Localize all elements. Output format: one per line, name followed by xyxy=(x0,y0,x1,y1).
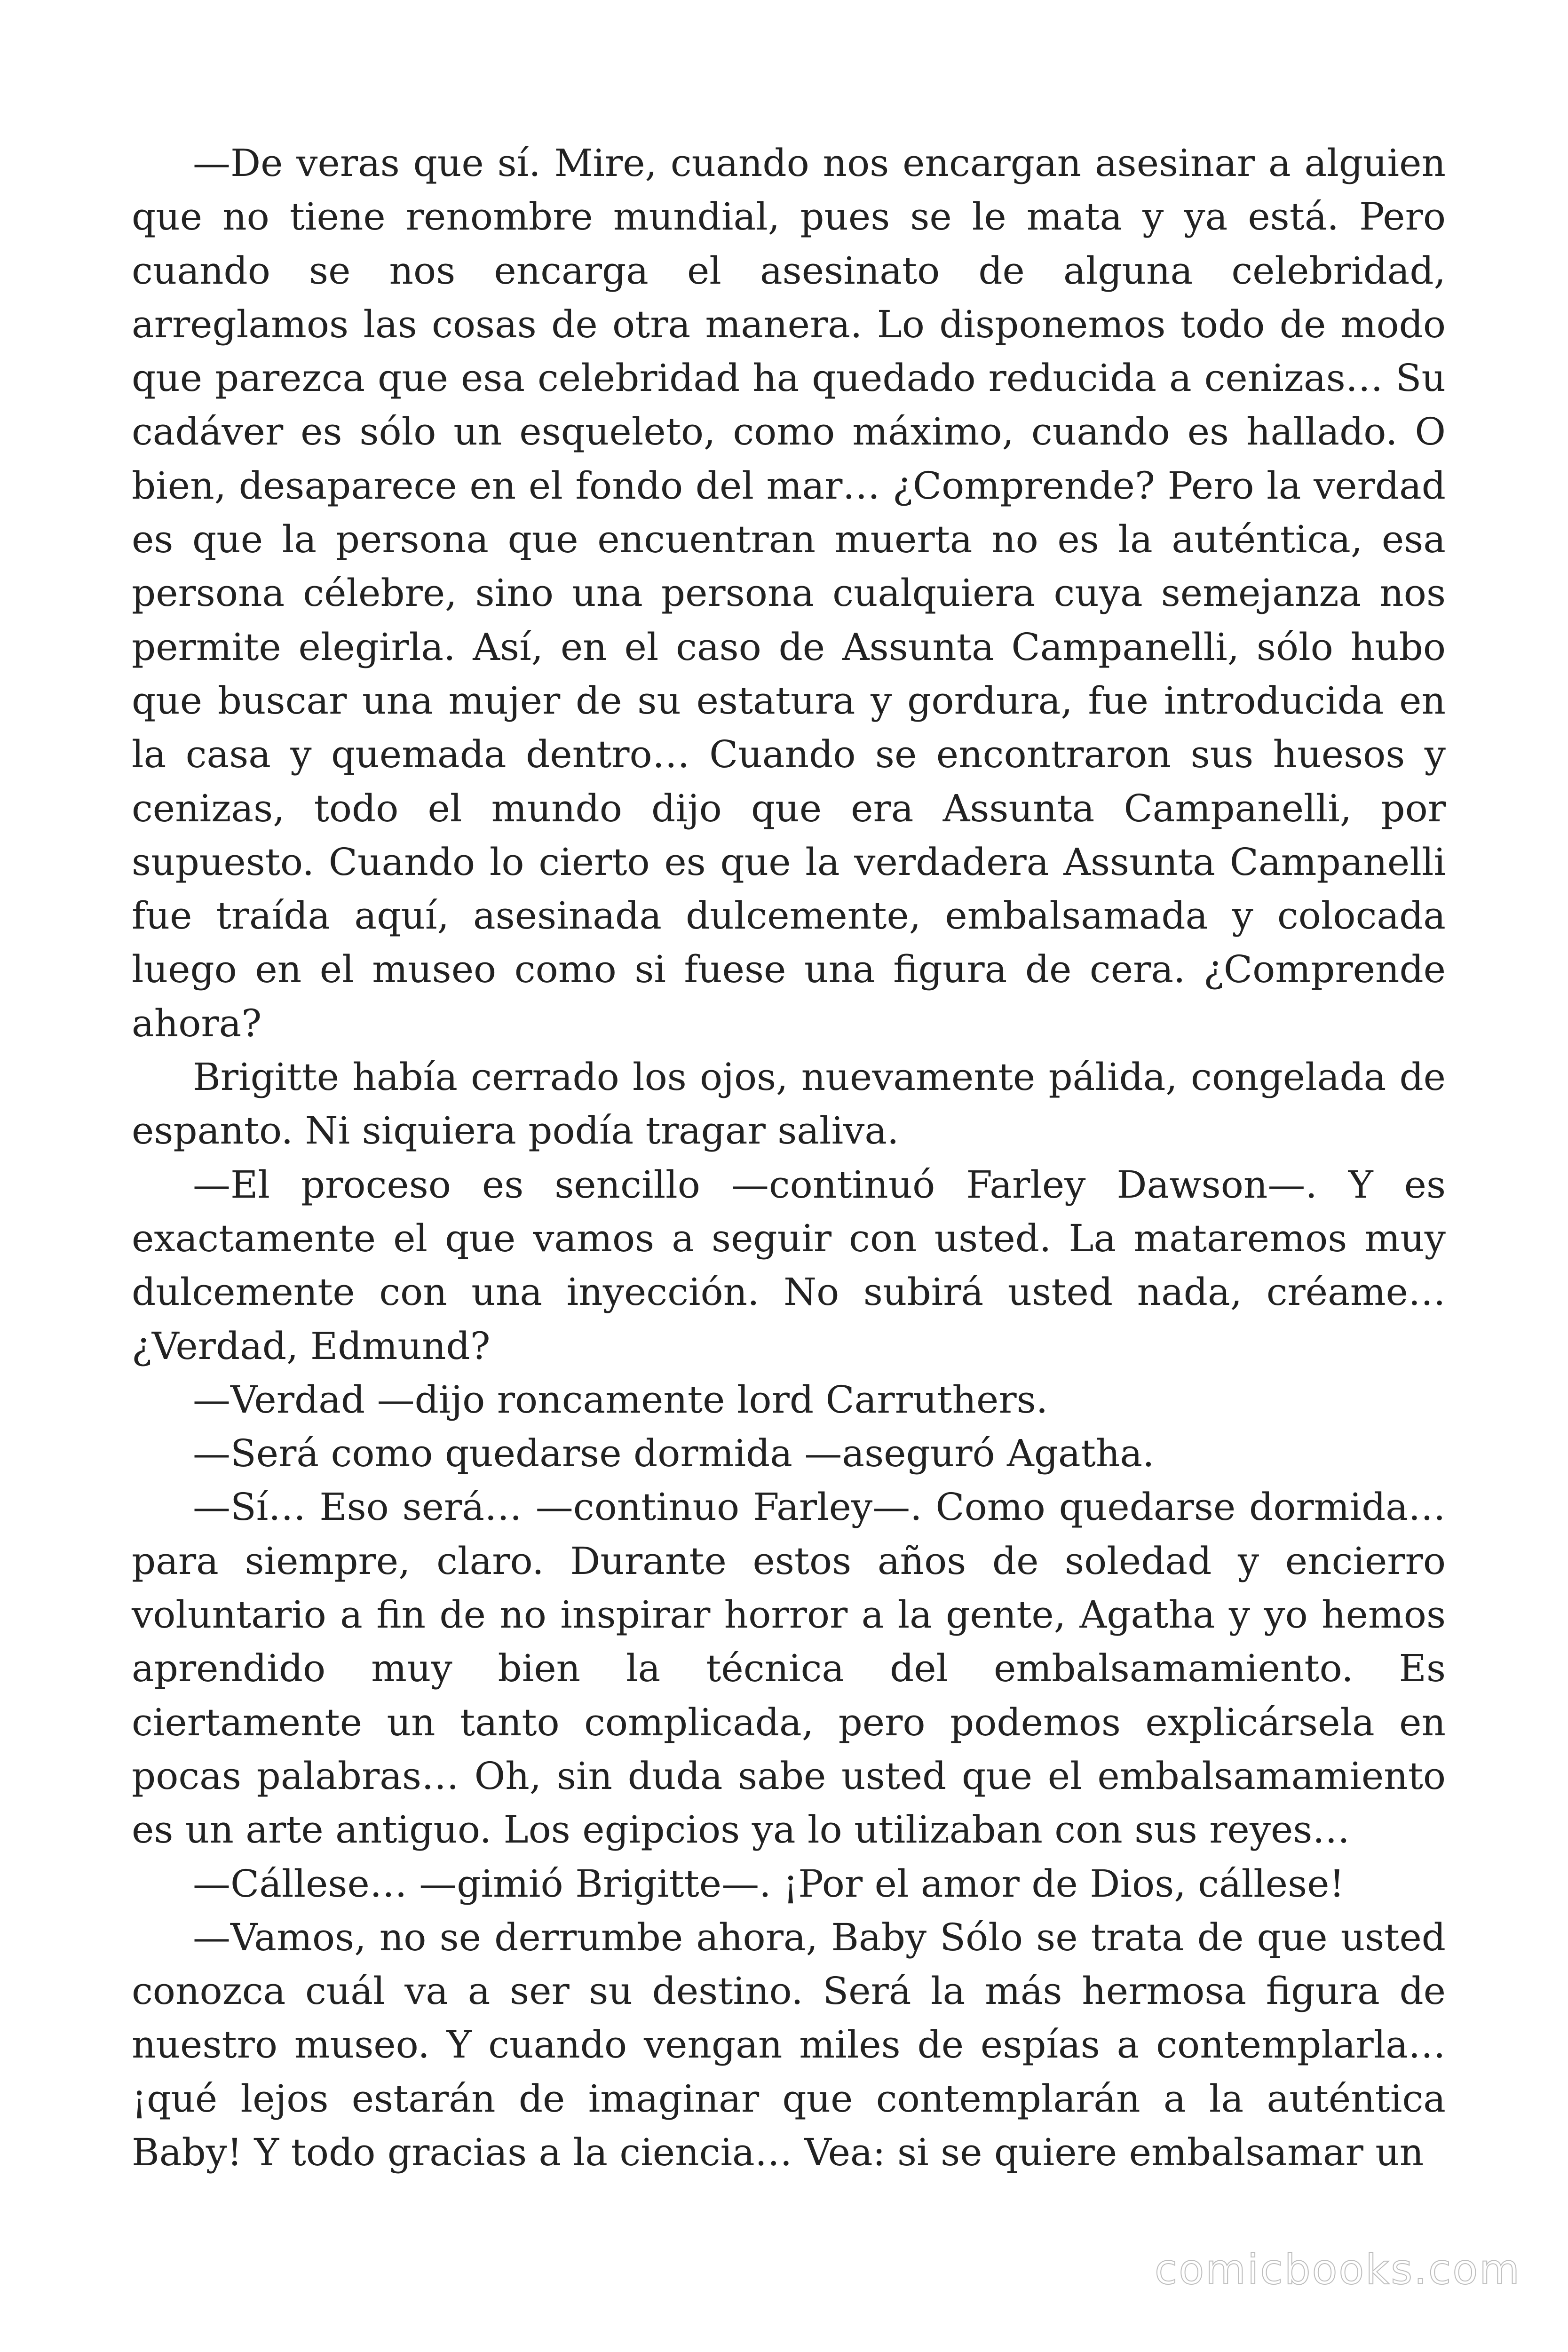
book-page-text xyxy=(132,136,1446,2179)
paragraph: —Sí… Eso será… —continuo Farley—. Como quedarse dormida… para siempre, claro. Durante estos años de soledad y encierro voluntario a fin de no inspirar horror a la gente, Agatha y yo hemos aprendido muy bien la técnica del embalsamamiento. Es ciertamente un tanto complicada, pero podemos explicársela en pocas palabras… Oh, sin duda sabe usted que el embalsamamiento es un arte antiguo. Los egipcios ya lo utilizaban con sus reyes… xyxy=(132,1485,1446,1852)
paragraph: —Cállese… —gimió Brigitte—. ¡Por el amor de Dios, cállese! xyxy=(193,1861,1345,1906)
paragraph: —De veras que sí. Mire, cuando nos encargan asesinar a alguien que no tiene renombre mundial, pues se le mata y ya está. Pero cuando se nos encarga el asesinato de alguna celebridad, arreglamos las cosas de otra manera. Lo disponemos todo de modo que parezca que esa celebridad ha quedado reducida a cenizas… Su cadáver es sólo un esqueleto, como máximo, cuando es hallado. O bien, desaparece en el fondo del mar… ¿Comprende? Pero la verdad es que la persona que encuentran muerta no es la auténtica, esa persona célebre, sino una persona cualquiera cuya semejanza nos permite elegirla. Así, en el caso de Assunta Campanelli, sólo hubo que buscar una mujer de su estatura y gordura, fue introducida en la casa y quemada dentro… Cuando se encontraron sus huesos y cenizas, todo el mundo dijo que era Assunta Campanelli, por supuesto. Cuando lo cierto es que la verdadera Assunta Campanelli fue traída aquí, asesinada dulcemente, embalsamada y colocada luego en el museo como si fuese una figura de cera. ¿Comprende ahora? xyxy=(132,141,1446,1045)
paragraph: —El proceso es sencillo —continuó Farley Dawson—. Y es exactamente el que vamos a seguir con usted. La mataremos muy dulcemente con una inyección. No subirá usted nada, créame… ¿Verdad, Edmund? xyxy=(132,1162,1446,1368)
paragraph: Brigitte había cerrado los ojos, nuevamente pálida, congelada de espanto. Ni siquiera podía tragar saliva. xyxy=(132,1055,1446,1153)
paragraph: —Vamos, no se derrumbe ahora, Baby Sólo se trata de que usted conozca cuál va a ser su destino. Será la más hermosa figura de nuestro museo. Y cuando vengan miles de espías a contemplarla… ¡qué lejos estarán de imaginar que contemplarán a la auténtica Baby! Y todo gracias a la ciencia… Vea: si se quiere embalsamar un xyxy=(132,1915,1446,2174)
paragraph: —Será como quedarse dormida —aseguró Agatha. xyxy=(193,1431,1155,1476)
watermark-text: comicbooks.com xyxy=(1154,2245,1521,2294)
paragraph: —Verdad —dijo roncamente lord Carruthers. xyxy=(193,1377,1048,1422)
